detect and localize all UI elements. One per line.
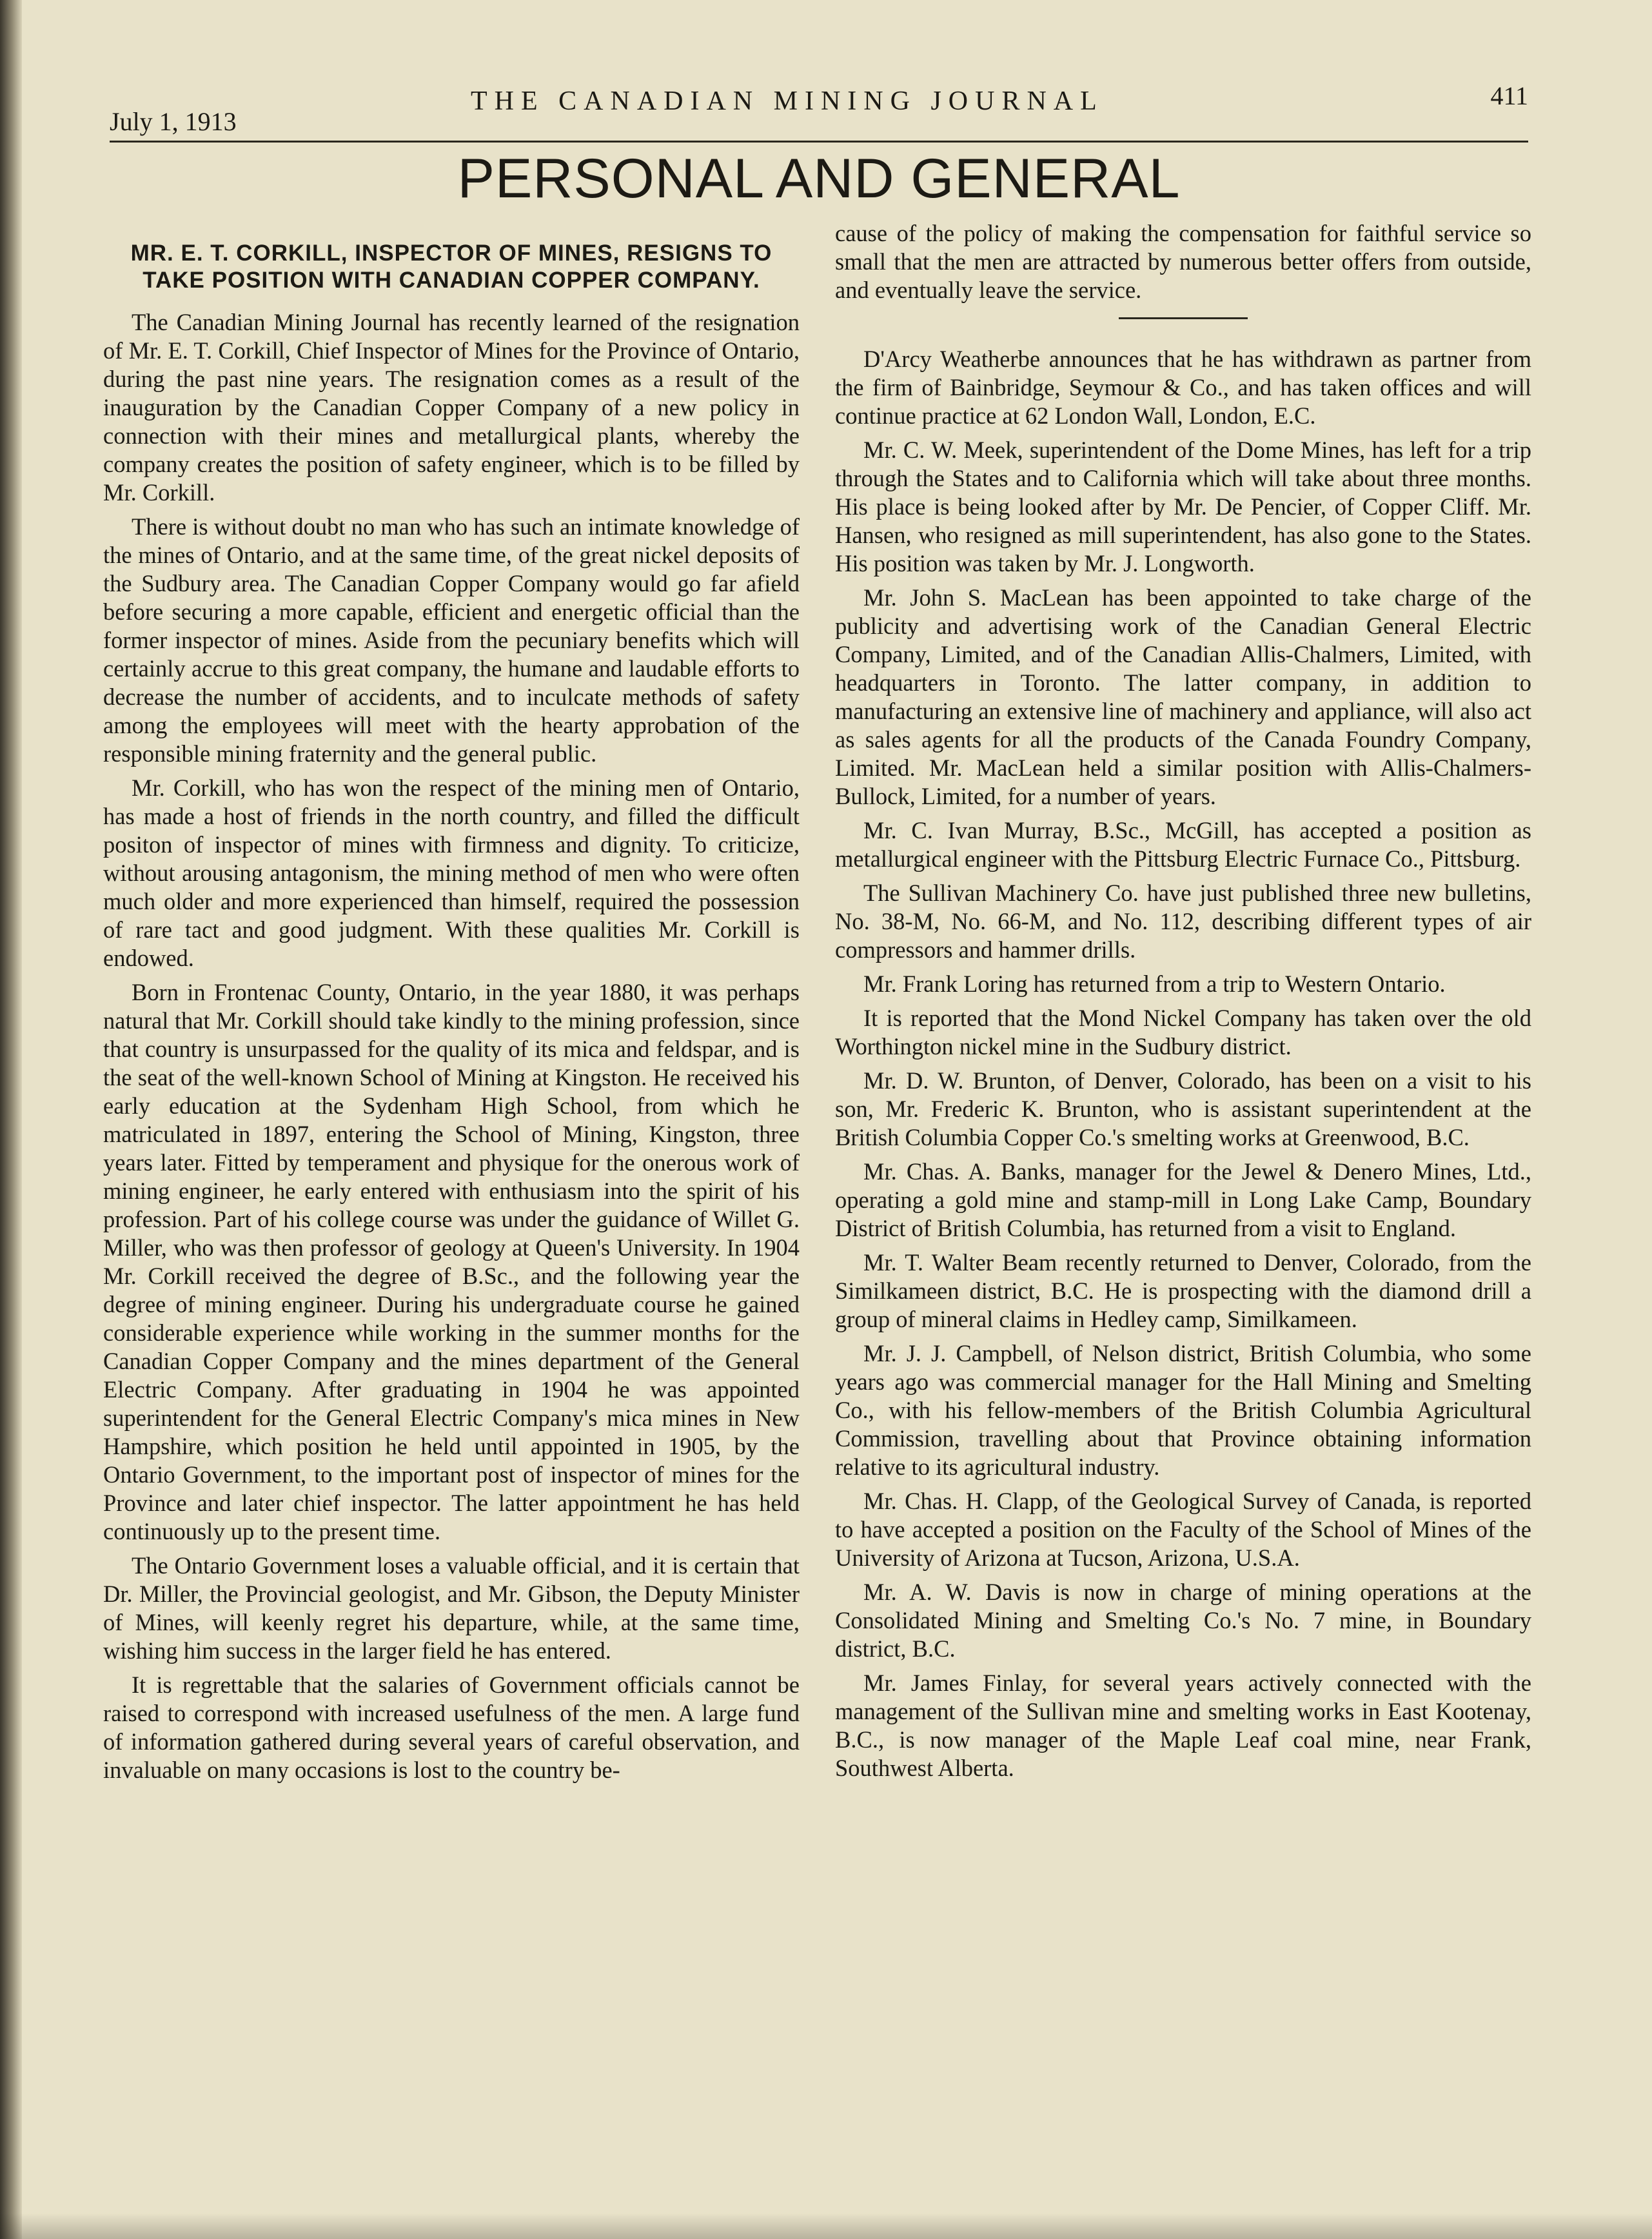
article-continuation: cause of the policy of making the compensation for faithful service so small that the men are attracted by numerous better offers from outside, and eventually leave the service. [835, 220, 1531, 303]
news-note: D'Arcy Weatherbe announces that he has withdrawn as partner from the firm of Bainbridge, Seymour & Co., and has taken offices and will continue practice at 62 London Wall, London, E.C. [835, 346, 1531, 429]
article-title: MR. E. T. CORKILL, INSPECTOR OF MINES, RESIGNS TO TAKE POSITION WITH CANADIAN COPPER COMPANY. [130, 241, 772, 293]
news-note: Mr. Chas. A. Banks, manager for the Jewel & Denero Mines, Ltd., operating a gold mine and stamp-mill in Long Lake Camp, Boundary District of British Columbia, has returned from a visit to England. [835, 1158, 1531, 1241]
news-note: Mr. T. Walter Beam recently returned to Denver, Colorado, from the Similkameen district, B.C. He is prospecting with the diamond drill a group of mineral claims in Hedley camp, Similkameen. [835, 1249, 1531, 1332]
article-paragraph: There is without doubt no man who has such an intimate knowledge of the mines of Ontario, and at the same time, of the great nickel deposits of the Sudbury area. The Canadian Copper Company would go far afield before securing a more capable, efficient and energetic official than the former inspector of mines. Aside from the pecuniary benefits which will certainly accrue to this great company, the humane and laudable efforts to decrease the number of accidents, and to inculcate methods of safety among the employees will meet with the hearty approbation of the responsible mining fraternity and the general public. [103, 513, 800, 767]
running-head [110, 81, 1528, 136]
news-note: Mr. A. W. Davis is now in charge of mining operations at the Consolidated Mining and Smelting Co.'s No. 7 mine, in Boundary district, B.C. [835, 1579, 1531, 1662]
news-note: Mr. D. W. Brunton, of Denver, Colorado, has been on a visit to his son, Mr. Frederic K. Brunton, who is assistant superintendent at the British Columbia Copper Co.'s smelting works at Greenwood, B.C. [835, 1067, 1531, 1150]
news-note: Mr. J. J. Campbell, of Nelson district, British Columbia, who some years ago was commercial manager for the Hall Mining and Smelting Co., with his fellow-members of the British Columbia Agricultural Commission, travelling about that Province obtaining information relative to its agricultural industry. [835, 1340, 1531, 1480]
news-note: Mr. C. W. Meek, superintendent of the Dome Mines, has left for a trip through the States and to California which will take about three months. His place is being looked after by Mr. De Pencier, of Copper Cliff. Mr. Hansen, who resigned as mill superintendent, has also gone to the States. His position was taken by Mr. J. Longworth. [835, 437, 1531, 577]
news-note: Mr. Chas. H. Clapp, of the Geological Survey of Canada, is reported to have accepted a position on the Faculty of the School of Mines of the University of Arizona at Tucson, Arizona, U.S.A. [835, 1488, 1531, 1571]
news-note: The Sullivan Machinery Co. have just published three new bulletins, No. 38-M, No. 66-M, and No. 112, describing different types of air compressors and hammer drills. [835, 880, 1531, 963]
news-note: Mr. Frank Loring has returned from a trip to Western Ontario. [863, 971, 1446, 997]
page-bottom-shadow [0, 2213, 1652, 2239]
news-note: Mr. C. Ivan Murray, B.Sc., McGill, has accepted a position as metallurgical engineer with the Pittsburg Electric Furnace Co., Pittsburg. [835, 817, 1531, 872]
section-divider [1119, 317, 1248, 319]
article-paragraph: It is regrettable that the salaries of Government officials cannot be raised to correspond with increased usefulness of the men. A large fund of information gathered during several years of careful observation, and invaluable on many occasions is lost to the country be- [103, 1672, 800, 1783]
page-number: 411 [1490, 81, 1528, 110]
article-paragraph: The Canadian Mining Journal has recently learned of the resignation of Mr. E. T. Corkill, Chief Inspector of Mines for the Province of Ontario, during the past nine years. The resignation comes as a result of the inauguration by the Canadian Copper Company of a new policy in connection with their mines and metallurgical plants, whereby the company creates the position of safety engineer, which is to be filled by Mr. Corkill. [103, 309, 800, 506]
journal-name: THE CANADIAN MINING JOURNAL [471, 86, 1104, 116]
article-paragraph: Born in Frontenac County, Ontario, in the year 1880, it was perhaps natural that Mr. Corkill should take kindly to the mining profession, since that country is unsurpassed for the quality of its mica and feldspar, and is the seat of the well-known School of Mining at Kingston. He received his early education at the Sydenham High School, from which he matriculated in 1897, entering the School of Mining, Kingston, three years later. Fitted by temperament and physique for the onerous work of mining engineer, he early entered with enthusiasm into the spirit of his profession. Part of his college course was under the guidance of Willet G. Miller, who was then professor of geology at Queen's University. In 1904 Mr. Corkill received the degree of B.Sc., and the following year the degree of mining engineer. During his undergraduate course he gained considerable experience while working in the summer months for the Canadian Copper Company and the mines department of the General Electric Company. After graduating in 1904 he was appointed superintendent for the General Electric Company's mica mines in New Hampshire, which position he held until appointed in 1905, by the Ontario Government, to the important post of inspector of mines for the Province and later chief inspector. The latter appointment he has held continuously up to the present time. [103, 979, 800, 1544]
left-column [103, 240, 800, 1790]
issue-date: July 1, 1913 [110, 107, 237, 136]
right-column [835, 219, 1531, 1788]
article-paragraph: The Ontario Government loses a valuable official, and it is certain that Dr. Miller, the Provincial geologist, and Mr. Gibson, the Deputy Minister of Mines, will keenly regret his departure, while, at the same time, wishing him success in the larger field he has entered. [103, 1552, 800, 1664]
news-note: It is reported that the Mond Nickel Company has taken over the old Worthington nickel mine in the Sudbury district. [835, 1005, 1531, 1060]
header-rule [110, 141, 1528, 143]
news-note: Mr. John S. MacLean has been appointed to take charge of the publicity and advertising work of the Canadian General Electric Company, Limited, and of the Canadian Allis-Chalmers, Limited, with headquarters in Toronto. The latter company, in addition to manufacturing an extensive line of machinery and appliance, will also act as sales agents for all the products of the Canada Foundry Company, Limited. Mr. MacLean held a similar position with Allis-Chalmers-Bullock, Limited, for a number of years. [835, 584, 1531, 809]
article-paragraph: Mr. Corkill, who has won the respect of the mining men of Ontario, has made a host of friends in the north country, and filled the difficult positon of inspector of mines with firmness and dignity. To criticize, without arousing antagonism, the mining method of men who were often much older and more experienced than himself, required the possession of rare tact and good judgment. With these qualities Mr. Corkill is endowed. [103, 774, 800, 971]
section-title: PERSONAL AND GENERAL [457, 148, 1181, 210]
news-note: Mr. James Finlay, for several years actively connected with the management of the Sullivan mine and smelting works in East Kootenay, B.C., is now manager of the Maple Leaf coal mine, near Frank, Southwest Alberta. [835, 1670, 1531, 1781]
page-binding-edge [0, 0, 22, 2239]
